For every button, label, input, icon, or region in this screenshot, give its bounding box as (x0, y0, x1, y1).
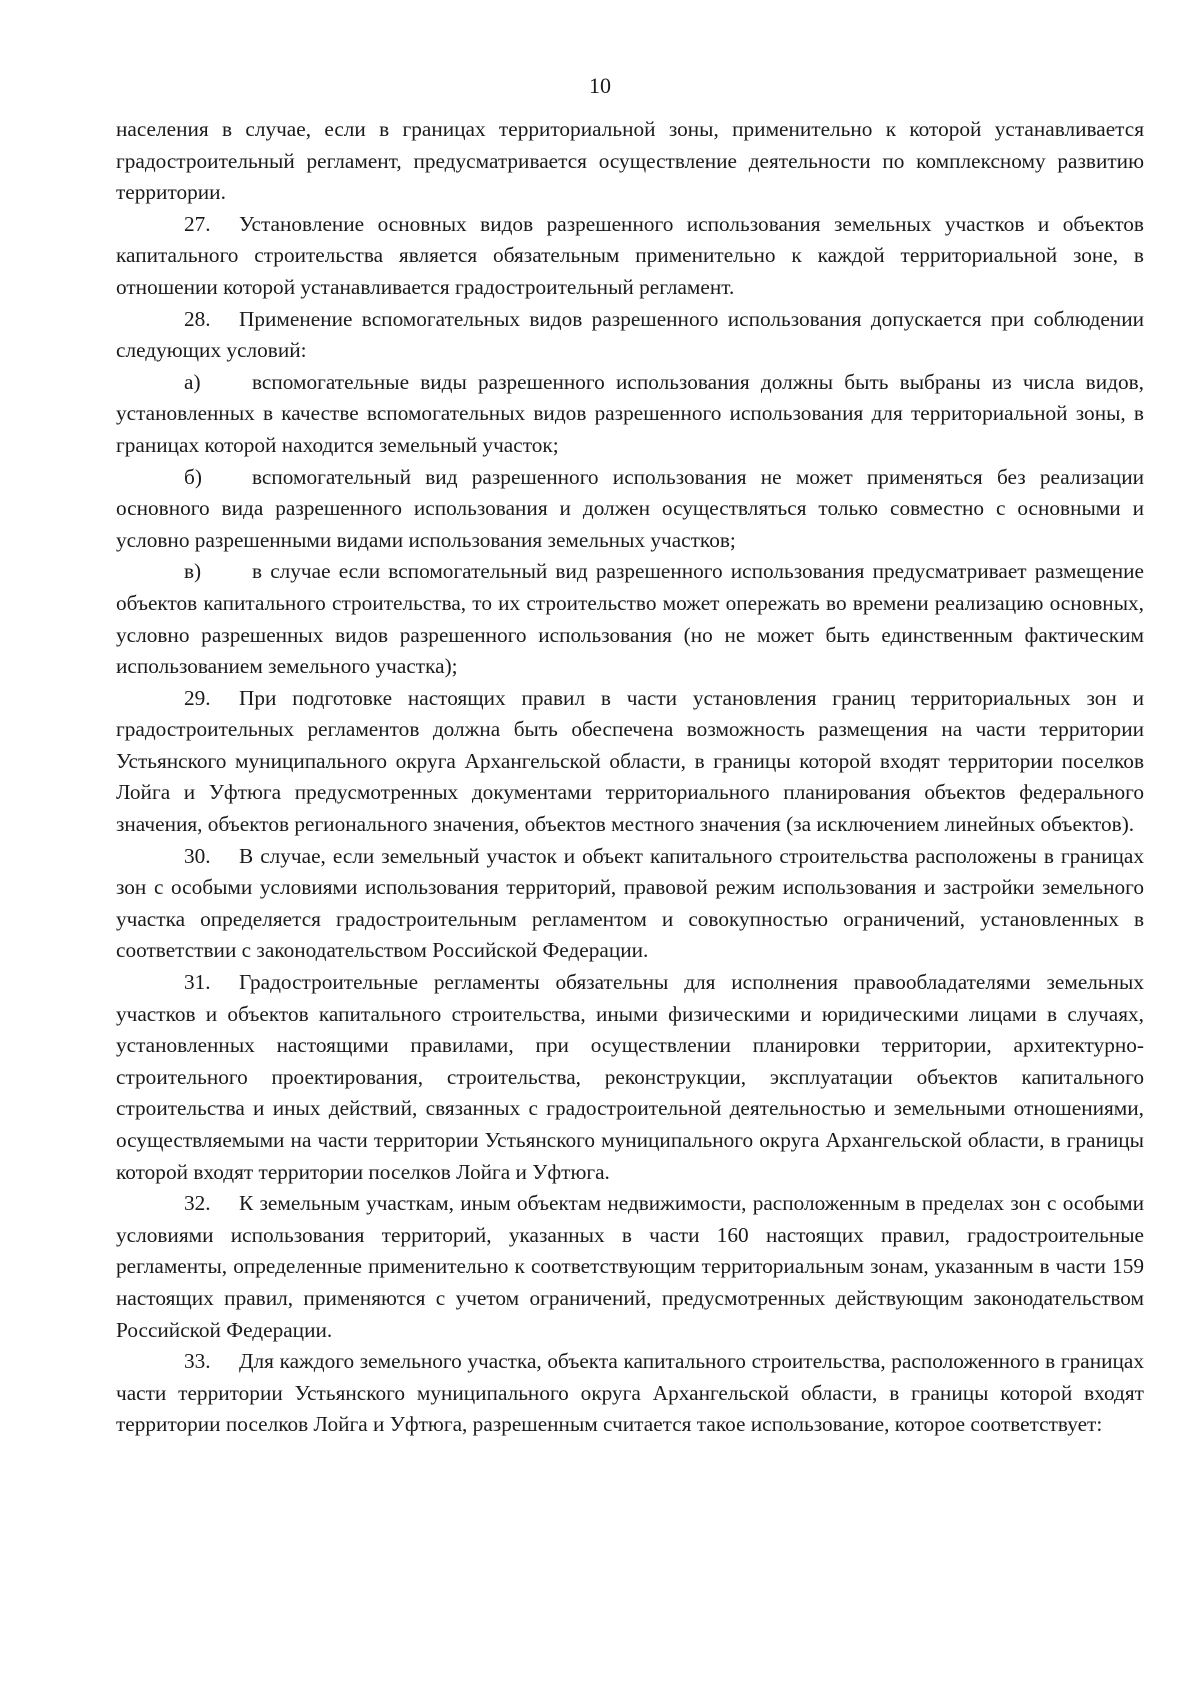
page-number: 10 (589, 73, 611, 98)
paragraph-text: Градостроительные регламенты обязательны для исполнения правообладателями земельных участков и объектов капитального строительства, иными физическими и юридическими лицами в случаях, установленных настоящими правилами, при осуществлении планировки территории, архитектурно-строительного проектирования, строительства, реконструкции, эксплуатации объектов капитального строительства и иных действий, связанных с градостроительной деятельностью и земельными отношениями, осуществляемыми на части территории Устьянского муниципального округа Архангельской области, в границы которой входят территории поселков Лойга и Уфтюга. (116, 970, 1144, 1184)
paragraph-text: Применение вспомогательных видов разрешенного использования допускается при соблюдении следующих условий: (116, 306, 1144, 363)
subitem-letter: в) (184, 559, 202, 584)
paragraph-28 (116, 304, 1144, 367)
paragraph-number: 33. (184, 1349, 211, 1374)
paragraph-number: 29. (184, 685, 211, 710)
subitem-text: в случае если вспомогательный вид разрешенного использования предусматривает размещение объектов капитального строительства, то их строительство может опережать во времени реализацию основных, условно разрешенных видов разрешенного использования (но не может быть единственным фактическим использованием земельного участка); (116, 559, 1144, 679)
paragraph-33 (116, 1346, 1144, 1441)
paragraph-31 (116, 967, 1144, 1188)
paragraph-number: 27. (184, 211, 211, 236)
paragraph-number: 32. (184, 1191, 211, 1216)
document-body (116, 114, 1144, 1441)
paragraph-number: 31. (184, 970, 211, 995)
paragraph-32 (116, 1188, 1144, 1346)
paragraph-29 (116, 683, 1144, 841)
subitem-letter: а) (184, 369, 201, 394)
paragraph-number: 30. (184, 843, 211, 868)
subitem-b (116, 462, 1144, 557)
paragraph-text: населения в случае, если в границах территориальной зоны, применительно к которой устанавливается градостроительный регламент, предусматривается осуществление деятельности по комплексному развитию территории. (116, 117, 1144, 205)
paragraph-text: При подготовке настоящих правил в части установления границ территориальных зон и градостроительных регламентов должна быть обеспечена возможность размещения на части территории Устьянского муниципального округа Архангельской области, в границы которой входят территории поселков Лойга и Уфтюга предусмотренных документами территориального планирования объектов федерального значения, объектов регионального значения, объектов местного значения (за исключением линейных объектов). (116, 685, 1144, 837)
paragraph-continuation (116, 114, 1144, 209)
paragraph-text: Для каждого земельного участка, объекта капитального строительства, расположенного в границах части территории Устьянского муниципального округа Архангельской области, в границы которой входят территории поселков Лойга и Уфтюга, разрешенным считается такое использование, которое соответствует: (116, 1349, 1144, 1437)
paragraph-27 (116, 209, 1144, 304)
subitem-letter: б) (184, 464, 202, 489)
subitem-text: вспомогательные виды разрешенного использования должны быть выбраны из числа видов, установленных в качестве вспомогательных видов разрешенного использования для территориальной зоны, в границах которой находится земельный участок; (116, 369, 1144, 457)
subitem-a (116, 367, 1144, 462)
paragraph-30 (116, 841, 1144, 967)
subitem-v (116, 556, 1144, 682)
paragraph-text: В случае, если земельный участок и объект капитального строительства расположены в границах зон с особыми условиями использования территорий, правовой режим использования и застройки земельного участка определяется градостроительным регламентом и совокупностью ограничений, установленных в соответствии с законодательством Российской Федерации. (116, 843, 1144, 963)
subitem-text: вспомогательный вид разрешенного использования не может применяться без реализации основного вида разрешенного использования и должен осуществляться только совместно с основными и условно разрешенными видами использования земельных участков; (116, 464, 1144, 552)
paragraph-text: Установление основных видов разрешенного использования земельных участков и объектов капитального строительства является обязательным применительно к каждой территориальной зоне, в отношении которой устанавливается градостроительный регламент. (116, 211, 1144, 299)
paragraph-text: К земельным участкам, иным объектам недвижимости, расположенным в пределах зон с особыми условиями использования территорий, указанных в части 160 настоящих правил, градостроительные регламенты, определенные применительно к соответствующим территориальным зонам, указанным в части 159 настоящих правил, применяются с учетом ограничений, предусмотренных действующим законодательством Российской Федерации. (116, 1191, 1144, 1342)
paragraph-number: 28. (184, 306, 211, 331)
